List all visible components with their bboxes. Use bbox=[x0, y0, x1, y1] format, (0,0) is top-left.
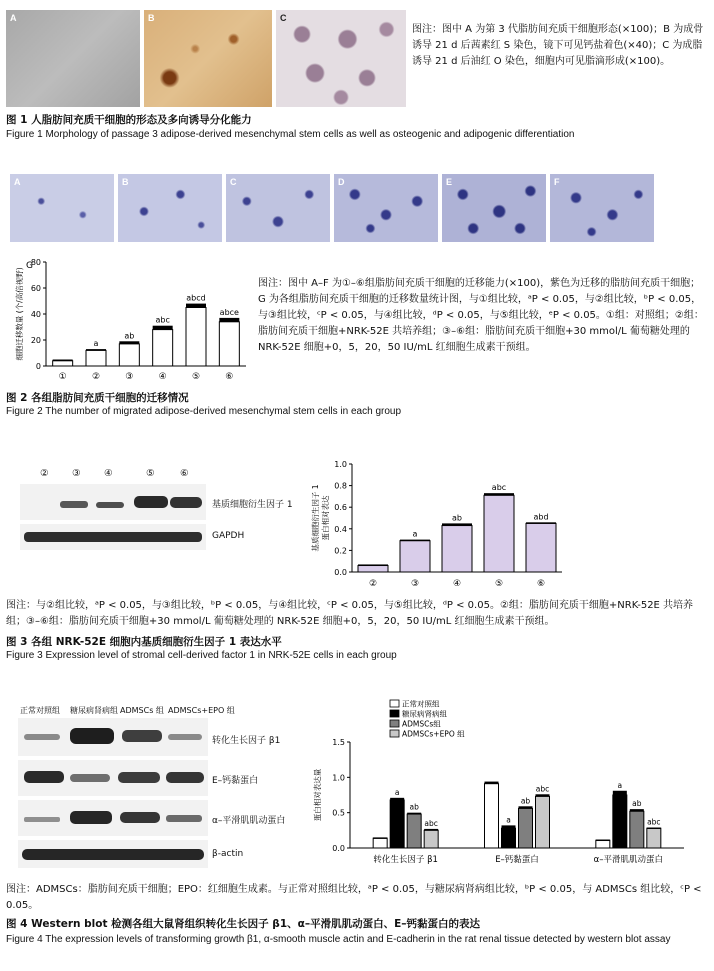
legend-label: ADMSCs+EPO 组 bbox=[402, 729, 465, 739]
significance-label: abce bbox=[219, 307, 239, 317]
significance-label: a bbox=[506, 815, 511, 825]
bar bbox=[400, 541, 430, 572]
x-tick-label: ② bbox=[91, 372, 101, 382]
y-axis-label: 蛋白相对表达量 bbox=[313, 768, 322, 822]
panel-label: D bbox=[338, 177, 345, 187]
bar bbox=[647, 828, 661, 848]
bar bbox=[484, 495, 514, 572]
bar bbox=[219, 322, 239, 366]
fig4-blot-asma bbox=[18, 800, 208, 836]
fig2-panel-f bbox=[550, 174, 654, 242]
error-bar bbox=[373, 837, 387, 839]
error-bar bbox=[219, 318, 239, 322]
fig4-protein-bar-chart bbox=[300, 698, 690, 880]
bar bbox=[424, 830, 438, 848]
x-tick-label: ③ bbox=[410, 579, 420, 589]
error-bar bbox=[647, 828, 661, 830]
bar bbox=[526, 523, 556, 572]
error-bar bbox=[86, 349, 106, 351]
y-tick-label: 0 bbox=[35, 362, 41, 371]
y-tick-label: 0.2 bbox=[334, 546, 347, 556]
fig4-blot-ecad bbox=[18, 760, 208, 796]
fig4-lane-control: 正常对照组 bbox=[20, 706, 60, 715]
panel-label: A bbox=[14, 177, 21, 187]
y-tick-label: 1.0 bbox=[334, 460, 347, 469]
bar bbox=[442, 526, 472, 572]
bar bbox=[373, 838, 387, 848]
y-tick-label: 0.6 bbox=[334, 503, 347, 513]
panel-label: B bbox=[148, 13, 155, 23]
significance-label: ab bbox=[452, 513, 462, 523]
fig2-panel-d bbox=[334, 174, 438, 242]
significance-label: ab bbox=[520, 796, 531, 806]
legend-swatch bbox=[390, 710, 399, 717]
error-bar bbox=[536, 794, 550, 796]
legend-swatch bbox=[390, 700, 399, 707]
fig3-title-en: Figure 3 Expression level of stromal cell-derived factor 1 in NRK-52E cells in each group bbox=[6, 650, 397, 661]
fig4-blot-tgfb1 bbox=[18, 718, 208, 756]
significance-label: abc bbox=[647, 817, 661, 827]
fig4-label-asma: α–平滑肌肌动蛋白 bbox=[212, 816, 286, 826]
bar bbox=[596, 840, 610, 848]
y-tick-label: 20 bbox=[30, 336, 41, 345]
fig4-lane-dn: 糖尿病肾病组 bbox=[70, 706, 118, 715]
fig2-panel-a bbox=[10, 174, 114, 242]
y-tick-label: 0.4 bbox=[334, 524, 347, 534]
error-bar bbox=[186, 304, 206, 308]
significance-label: abd bbox=[533, 512, 549, 522]
fig3-lane-5: ⑤ bbox=[146, 468, 155, 479]
x-tick-label: ③ bbox=[125, 372, 134, 382]
fig2-title-en: Figure 2 The number of migrated adipose-derived mesenchymal stem cells in each group bbox=[6, 406, 402, 417]
bar bbox=[53, 361, 73, 366]
error-bar bbox=[424, 829, 438, 831]
x-tick-label: 转化生长因子 β1 bbox=[373, 855, 438, 865]
significance-label: ab bbox=[409, 802, 419, 812]
panel-label: G bbox=[26, 261, 33, 271]
y-tick-label: 60 bbox=[30, 284, 41, 293]
bar bbox=[119, 344, 139, 366]
significance-label: abcd bbox=[186, 293, 206, 303]
fig4-title-cn: 图 4 Western blot 检测各组大鼠肾组织转化生长因子 β1、α–平滑肌肌动蛋白、E–钙黏蛋白的表达 bbox=[6, 918, 481, 930]
y-tick-label: 0.0 bbox=[334, 568, 347, 577]
error-bar bbox=[596, 840, 610, 842]
fig4-label-bactin: β-actin bbox=[212, 849, 244, 859]
x-tick-label: ⑤ bbox=[494, 579, 504, 589]
bar bbox=[153, 330, 173, 366]
error-bar bbox=[630, 809, 644, 811]
y-tick-label: 1.5 bbox=[332, 738, 345, 747]
fig3-label-sdf1: 基质细胞衍生因子 1 bbox=[212, 500, 293, 510]
significance-label: a bbox=[617, 780, 623, 790]
y-tick-label: 0.5 bbox=[332, 808, 345, 818]
fig4-label-tgfb1: 转化生长因子 β1 bbox=[212, 736, 281, 746]
significance-label: a bbox=[93, 339, 99, 349]
bar bbox=[536, 796, 550, 848]
bar bbox=[519, 808, 533, 848]
bar bbox=[186, 308, 206, 367]
fig1-title-en: Figure 1 Morphology of passage 3 adipose-derived mesenchymal stem cells as well as osteogenic and adipogenic differentiation bbox=[6, 129, 575, 140]
fig4-lane-admscs: ADMSCs 组 bbox=[120, 706, 164, 715]
fig3-lane-3: ③ bbox=[72, 468, 81, 479]
error-bar bbox=[485, 782, 499, 784]
fig2-note: 图注：图中 A–F 为①–⑥组脂肪间充质干细胞的迁移能力(×100)，紫色为迁移的脂肪间充质干细胞；G 为各组脂肪间充质干细胞的迁移数量统计图，与①组比较，ᵃP < 0.05，与②组比较，ᵇP < 0.05，与③组比较，ᶜP < 0.05，与④组比较，ᵈP < 0.05，与⑤组比较，ᵉP < 0.05。①组：对照组；②组：脂肪间充质干细胞+NRK-52E 共培养组；③–⑥组：脂肪间充质干细胞+30 mmol/L 葡萄糖处理的 NRK-52E 细胞+0，5，20，50 IU/mL 红细胞生成素干预组。 bbox=[258, 278, 704, 353]
fig4-label-ecad: E–钙黏蛋白 bbox=[212, 776, 259, 786]
fig1-panel-c bbox=[276, 10, 406, 107]
error-bar bbox=[484, 493, 514, 495]
fig3-blot-sdf1 bbox=[20, 484, 206, 520]
fig3-sdf1-bar-chart bbox=[300, 454, 570, 594]
error-bar bbox=[119, 341, 139, 344]
bar bbox=[630, 811, 644, 848]
significance-label: ab bbox=[124, 331, 135, 341]
y-tick-label: 0.8 bbox=[334, 481, 347, 491]
fig4-blot-bactin bbox=[18, 840, 208, 868]
y-tick-label: 0.0 bbox=[332, 844, 345, 853]
bar bbox=[390, 800, 404, 848]
bar bbox=[485, 784, 499, 848]
y-axis-label: 蛋白相对表达 bbox=[321, 495, 330, 541]
fig1-note: 图注：图中 A 为第 3 代脂肪间充质干细胞形态(×100)；B 为成骨诱导 21 d 后茜素红 S 染色，镜下可见钙盐着色(×40)；C 为成脂诱导 21 d 后油红 O 染色，细胞内可见脂滴形成(×100)。 bbox=[412, 24, 704, 67]
significance-label: a bbox=[412, 529, 418, 539]
fig3-lane-6: ⑥ bbox=[180, 468, 189, 479]
error-bar bbox=[153, 326, 173, 330]
panel-label: F bbox=[554, 177, 560, 187]
fig1-panel-b bbox=[144, 10, 272, 107]
x-tick-label: ⑤ bbox=[191, 372, 201, 382]
error-bar bbox=[390, 798, 404, 800]
error-bar bbox=[53, 360, 73, 362]
panel-label: C bbox=[230, 177, 237, 187]
x-tick-label: ⑥ bbox=[225, 372, 234, 382]
bar bbox=[86, 350, 106, 366]
panel-label: B bbox=[122, 177, 129, 187]
error-bar bbox=[519, 806, 533, 808]
y-tick-label: 1.0 bbox=[332, 773, 345, 783]
fig1-title-cn: 图 1 人脂肪间充质干细胞的形态及多向诱导分化能力 bbox=[6, 114, 252, 126]
fig4-lane-admscs-epo: ADMSCs+EPO 组 bbox=[168, 706, 235, 715]
fig3-title-cn: 图 3 各组 NRK-52E 细胞内基质细胞衍生因子 1 表达水平 bbox=[6, 636, 282, 648]
legend-label: 糖尿病肾病组 bbox=[402, 709, 447, 719]
significance-label: abc bbox=[535, 784, 550, 794]
fig3-lane-4: ④ bbox=[104, 468, 113, 479]
y-tick-label: 40 bbox=[30, 310, 41, 319]
x-tick-label: ④ bbox=[158, 372, 167, 382]
fig4-title-en: Figure 4 The expression levels of transforming growth β1, α-smooth muscle actin and E-cadherin in the rat renal tissue detected by western blot assay bbox=[6, 934, 671, 945]
y-axis-label: 基质细胞衍生因子 1 bbox=[311, 484, 320, 552]
error-bar bbox=[407, 813, 421, 815]
error-bar bbox=[526, 522, 556, 524]
y-axis-label: 细胞迁移数量 (个/高倍视野) bbox=[15, 267, 24, 361]
legend-swatch bbox=[390, 730, 399, 737]
bar bbox=[502, 828, 516, 848]
x-tick-label: ① bbox=[58, 372, 67, 382]
x-tick-label: α–平滑肌肌动蛋白 bbox=[593, 855, 664, 865]
error-bar bbox=[358, 564, 388, 566]
fig4-note: 图注：ADMSCs：脂肪间充质干细胞；EPO：红细胞生成素。与正常对照组比较，ᵃP < 0.05，与糖尿病肾病组比较，ᵇP < 0.05，与 ADMSCs 组比较，ᶜP < 0.05。 bbox=[6, 884, 702, 911]
fig3-blot-gapdh bbox=[20, 524, 206, 550]
x-tick-label: E–钙黏蛋白 bbox=[495, 855, 539, 865]
fig2-panel-b bbox=[118, 174, 222, 242]
error-bar bbox=[400, 540, 430, 542]
legend-swatch bbox=[390, 720, 399, 727]
y-tick-label: 80 bbox=[30, 258, 41, 267]
fig2-panel-c bbox=[226, 174, 330, 242]
fig2-panel-e bbox=[442, 174, 546, 242]
significance-label: abc bbox=[424, 818, 438, 828]
fig2-title-cn: 图 2 各组脂肪间充质干细胞的迁移情况 bbox=[6, 392, 189, 404]
bar bbox=[407, 814, 421, 848]
x-tick-label: ② bbox=[368, 579, 378, 589]
legend-label: ADMSCs组 bbox=[402, 719, 441, 729]
fig3-note: 图注：与②组比较，ᵃP < 0.05，与③组比较，ᵇP < 0.05，与④组比较，ᶜP < 0.05，与⑤组比较，ᵈP < 0.05。②组：脂肪间充质干细胞+NRK-52E 共培养组；③–⑥组：脂肪间充质干细胞+30 mmol/L 葡萄糖处理的 NRK-52E 细胞+0，5，20，50 IU/mL 红细胞生成素干预组。 bbox=[6, 600, 694, 627]
bar bbox=[358, 566, 388, 572]
error-bar bbox=[442, 523, 472, 525]
x-tick-label: ⑥ bbox=[536, 579, 546, 589]
significance-label: ab bbox=[632, 799, 642, 809]
x-tick-label: ④ bbox=[452, 579, 462, 589]
significance-label: abc bbox=[155, 315, 170, 325]
error-bar bbox=[613, 791, 627, 795]
fig1-panel-a bbox=[6, 10, 140, 107]
fig3-lane-2: ② bbox=[40, 468, 49, 479]
panel-label: C bbox=[280, 13, 287, 23]
panel-label: A bbox=[10, 13, 17, 23]
bar bbox=[613, 795, 627, 848]
significance-label: a bbox=[394, 787, 400, 797]
fig2-migration-bar-chart bbox=[6, 254, 256, 386]
panel-label: E bbox=[446, 177, 453, 187]
error-bar bbox=[502, 825, 516, 828]
fig3-label-gapdh: GAPDH bbox=[212, 531, 245, 541]
significance-label: abc bbox=[491, 483, 507, 493]
legend-label: 正常对照组 bbox=[402, 699, 440, 709]
